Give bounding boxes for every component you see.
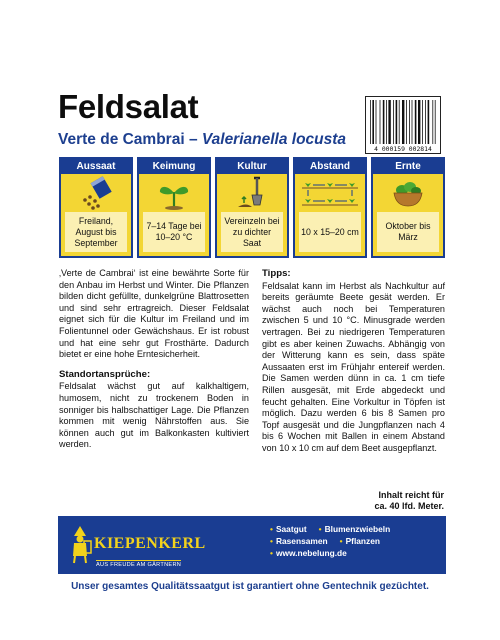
- content-amount: [374, 490, 444, 512]
- panel-label: Ernte: [373, 159, 443, 174]
- location-heading: Standortansprüche:: [59, 368, 151, 380]
- latin-name: Valerianella locusta: [201, 131, 347, 148]
- content-line-1: Inhalt reicht für: [378, 490, 444, 500]
- harvest-bowl-icon: [373, 174, 443, 212]
- seed-sowing-icon: [61, 174, 131, 212]
- bullet-icon: •: [270, 548, 273, 558]
- range-item: Blumenzwiebeln: [324, 524, 391, 534]
- product-range-list: [270, 523, 390, 559]
- brand-name: KIEPENKERL: [94, 535, 206, 552]
- content-line-2: ca. 40 lfd. Meter.: [374, 501, 444, 511]
- panel-label: Keimung: [139, 159, 209, 174]
- range-item: Rasensamen: [275, 536, 328, 546]
- variety-name: Verte de Cambrai –: [58, 131, 202, 148]
- growing-info-panels: [59, 157, 445, 258]
- panel-label: Abstand: [295, 159, 365, 174]
- panel-keimung: [137, 157, 211, 258]
- brand-tagline: AUS FREUDE AM GÄRTNERN: [96, 562, 182, 568]
- spacing-icon: [295, 174, 365, 212]
- description-column: [59, 268, 249, 451]
- barcode-bars: [369, 100, 437, 144]
- product-subtitle: [58, 131, 346, 149]
- bullet-icon: •: [270, 524, 273, 534]
- panel-text: 10 x 15–20 cm: [299, 212, 361, 252]
- gnome-figure-icon: [68, 524, 92, 564]
- panel-text: Vereinzeln bei zu dichter Saat: [221, 212, 283, 252]
- range-item: Pflanzen: [345, 536, 380, 546]
- panel-kultur: [215, 157, 289, 258]
- bullet-icon: •: [270, 536, 273, 546]
- gmo-free-notice: Unser gesamtes Qualitätssaatgut ist garantiert ohne Gentechnik gezüchtet.: [71, 581, 429, 592]
- panel-abstand: [293, 157, 367, 258]
- panel-text: Freiland, August bis September: [65, 212, 127, 252]
- spade-icon: [217, 174, 287, 212]
- panel-ernte: [371, 157, 445, 258]
- panel-label: Kultur: [217, 159, 287, 174]
- bullet-icon: •: [318, 524, 322, 534]
- barcode: [365, 96, 441, 154]
- tips-text: Feldsalat kann im Herbst als Nachkultur auf bereits geräumte Beete gesät werden. Er wächst auch noch bei Temperaturen zwischen 5 und 10 °C. Minusgrade werden vertragen. Bei zu niedrigeren Temperaturen gibt es aber keinen Zuwachs. Abhängig von der Witterung kann es sein, dass späte Aussaaten erst im Frühjahr entereif werden. Die Samen werden dünn in ca. 1 cm tiefe Rillen ausgesät, mit Erde abgedeckt und feucht gehalten. Eine Vorkultur in Töpfen ist möglich. Dazu werden 6 bis 8 Samen pro Topf ausgesät und die Jungpflanzen nach 4 bis 6 Wochen mit Ballen in einem Abstand von 10 x 10 cm auf dem Beet ausgepflanzt.: [262, 280, 445, 453]
- bullet-icon: •: [339, 536, 343, 546]
- range-item: Saatgut: [275, 524, 307, 534]
- panel-text: 7–14 Tage bei 10–20 °C: [143, 212, 205, 252]
- product-title: Feldsalat: [58, 88, 199, 125]
- location-text: Feldsalat wächst gut auf kalkhaltigem, humosem, nicht zu trockenem Boden in sonniger bis halbschattiger Lage. Die Pflanzen kommen mit wenig Nährstoffen aus. Sie können auch gut im Balkonkasten kultiviert werden.: [59, 381, 249, 450]
- seedling-icon: [139, 174, 209, 212]
- panel-label: Aussaat: [61, 159, 131, 174]
- barcode-number: 4 000159 002814: [374, 145, 432, 153]
- brand-footer: [58, 516, 446, 574]
- variety-description: ‚Verte de Cambrai‘ ist eine bewährte Sorte für den Anbau im Herbst und Winter. Die Pflanzen bilden dicht gefüllte, dunkelgrüne Blattrosetten und sind sehr ertragreich. Dieser Feldsalat eignet sich für die Kultur im Freiland und im Folientunnel oder Gewächshaus. Er ist robust und hat eine sehr gut Frosthärte. Dadurch bietet er eine hohe Erntesicherheit.: [59, 268, 249, 360]
- panel-text: Oktober bis März: [377, 212, 439, 252]
- tips-column: [262, 268, 445, 455]
- panel-aussaat: [59, 157, 133, 258]
- website-link[interactable]: www.nebelung.de: [275, 548, 347, 558]
- kiepenkerl-logo: [68, 522, 206, 568]
- tips-heading: Tipps:: [262, 268, 291, 279]
